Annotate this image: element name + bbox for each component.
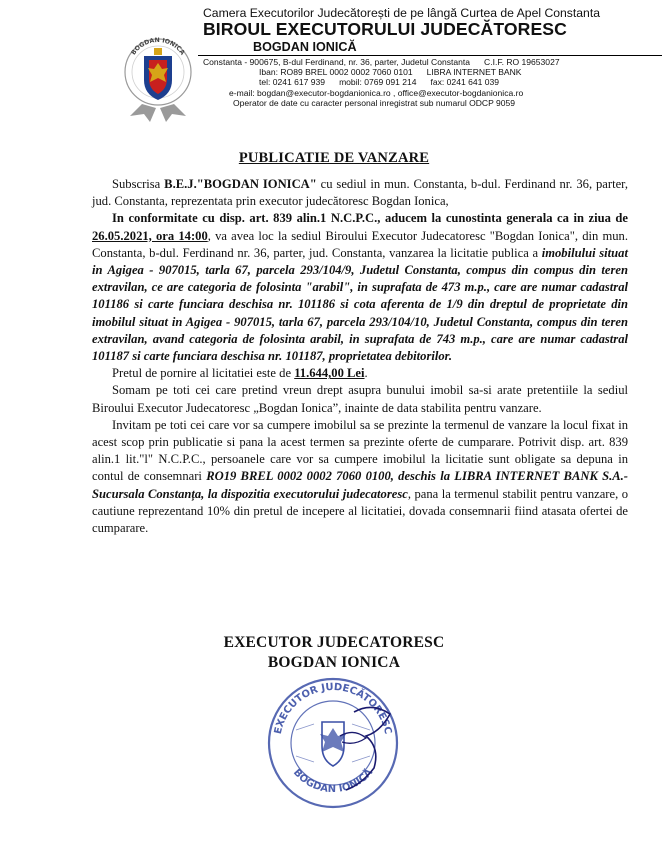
deposit-account: RO19 BREL 0002 0002 7060 0100, deschis la LIBRA INTERNET BANK S.A.-Sucursala Constanța, la dispozitia executorului judecatoresc (92, 469, 628, 501)
bank-name: LIBRA INTERNET BANK (426, 67, 522, 78)
paragraph-intro (92, 176, 628, 210)
operator-note: Operator de date cu caracter personal inregistrat sub numarul ODCP 9059 (233, 97, 516, 108)
email-line (203, 88, 663, 98)
chamber-logo (122, 28, 194, 124)
bailiff-name: BOGDAN IONICĂ (253, 40, 357, 54)
price-end: . (364, 366, 368, 381)
address-line (203, 57, 663, 67)
paragraph-bidders (92, 417, 628, 537)
stamp-top-text: EXECUTOR JUDECĂTORESC (272, 681, 394, 736)
mobile: mobil: 0769 091 214 (339, 77, 417, 88)
document-title: PUBLICATIE DE VANZARE (238, 150, 430, 166)
bidders-text: Invitam pe toti cei care vor sa cumpere imobilul sa se prezinte la termenul de vanzare la locul fixat in acest scop prin publicatie si pana la acest termen sa prezinte oferte de cumparare. Potrivit disp. art. 839 alin.1 lit."l" N.C.P.C., persoanele care vor sa cumpere imobilul la licitatie sunt obligate sa depuna in contul de consemnari (92, 417, 628, 484)
official-stamp (262, 672, 404, 814)
signature-title: EXECUTOR JUDECATORESC (223, 634, 445, 651)
legal-basis: In conformitate cu disp. art. 839 alin.1 N.C.P.C., aducem la cunostinta generala ca in ziua de (112, 211, 628, 226)
auction-location: , va avea loc la sediul Biroului Executor Judecatoresc "Bogdan Ionica", din mun. Constanta, b-dul. Ferdinand nr. 36, parter, jud. Constanta, vanzarea la licitatie publica a (92, 228, 628, 260)
bidders-text-end: , pana la termenul stabilit pentru vanzare, o cautiune reprezentand 10% din pretul de incepere al licitatiei, dovada consemnarii fiind atasata ofertei de cumparare. (92, 486, 628, 536)
fax: fax: 0241 641 039 (430, 77, 499, 88)
paragraph-price (92, 365, 628, 382)
phone: tel: 0241 617 939 (259, 77, 326, 88)
office-mention: B.E.J."BOGDAN IONICA" (164, 177, 317, 191)
intro-text-end: cu sediul in mun. Constanta, b-dul. Ferdinand nr. 36, parter, jud. Constanta, reprezentata prin executor judecătoresc Bogdan Ionica, (92, 177, 628, 209)
chamber-name: Camera Executorilor Judecătorești de pe lângă Curtea de Apel Constanta (203, 6, 601, 20)
email: e-mail: bogdan@executor-bogdanionica.ro , office@executor-bogdanionica.ro (229, 87, 524, 98)
document-body (92, 176, 628, 537)
operator-line (203, 98, 663, 108)
property-description: imobilului situat in Agigea - 907015, tarla 67, parcela 293/104/9, Judetul Constanta, compus din compus din teren extravilan, ce are categoria de folosinta "arabil", in suprafata de 473 m.p., care are numar cadastral 101186 si carte funciara deschisa nr. 101186 si cota aferenta de 1/9 din dreptul de proprietate din imobilul situat in Agigea - 907015, tarla 67, parcela 293/104/10, Judetul Constanta, compus din teren extravilan, avand categoria de folosinta arabil, in suprafata de 743 m.p., care are numar cadastral 101187 si carte funciara deschisa nr. 101187, proprietatea debitorilor. (92, 245, 628, 364)
starting-price: 11.644,00 Lei (294, 366, 365, 381)
paragraph-auction (92, 210, 628, 365)
iban: Iban: RO89 BREL 0002 0002 7060 0101 (259, 67, 413, 78)
signature-name: BOGDAN IONICA (267, 654, 401, 671)
office-name: BIROUL EXECUTORULUI JUDECĂTORESC (203, 19, 567, 39)
auction-date: 26.05.2021, ora 14:00 (92, 228, 208, 243)
bank-line (203, 67, 663, 77)
stamp-bottom-text: BOGDAN IONICĂ (290, 767, 376, 796)
svg-text:BOGDAN IONICA: BOGDAN IONICA (130, 36, 186, 57)
intro-text: Subscrisa (112, 177, 165, 191)
header-divider (198, 55, 662, 56)
price-label: Pretul de pornire al licitatiei este de (112, 366, 295, 381)
cif: C.I.F. RO 19653027 (484, 57, 560, 67)
paragraph-claims: Somam pe toti cei care pretind vreun drept asupra bunului imobil sa-si arate pretentiile la sediul Biroului Executor Judecatoresc „Bogdan Ionica”, inainte de data stabilita pentru vanzare. (92, 383, 628, 415)
letterhead (0, 0, 668, 126)
phone-line (203, 77, 663, 87)
address: Constanta - 900675, B-dul Ferdinand, nr. 36, parter, Judetul Constanta (203, 57, 471, 67)
